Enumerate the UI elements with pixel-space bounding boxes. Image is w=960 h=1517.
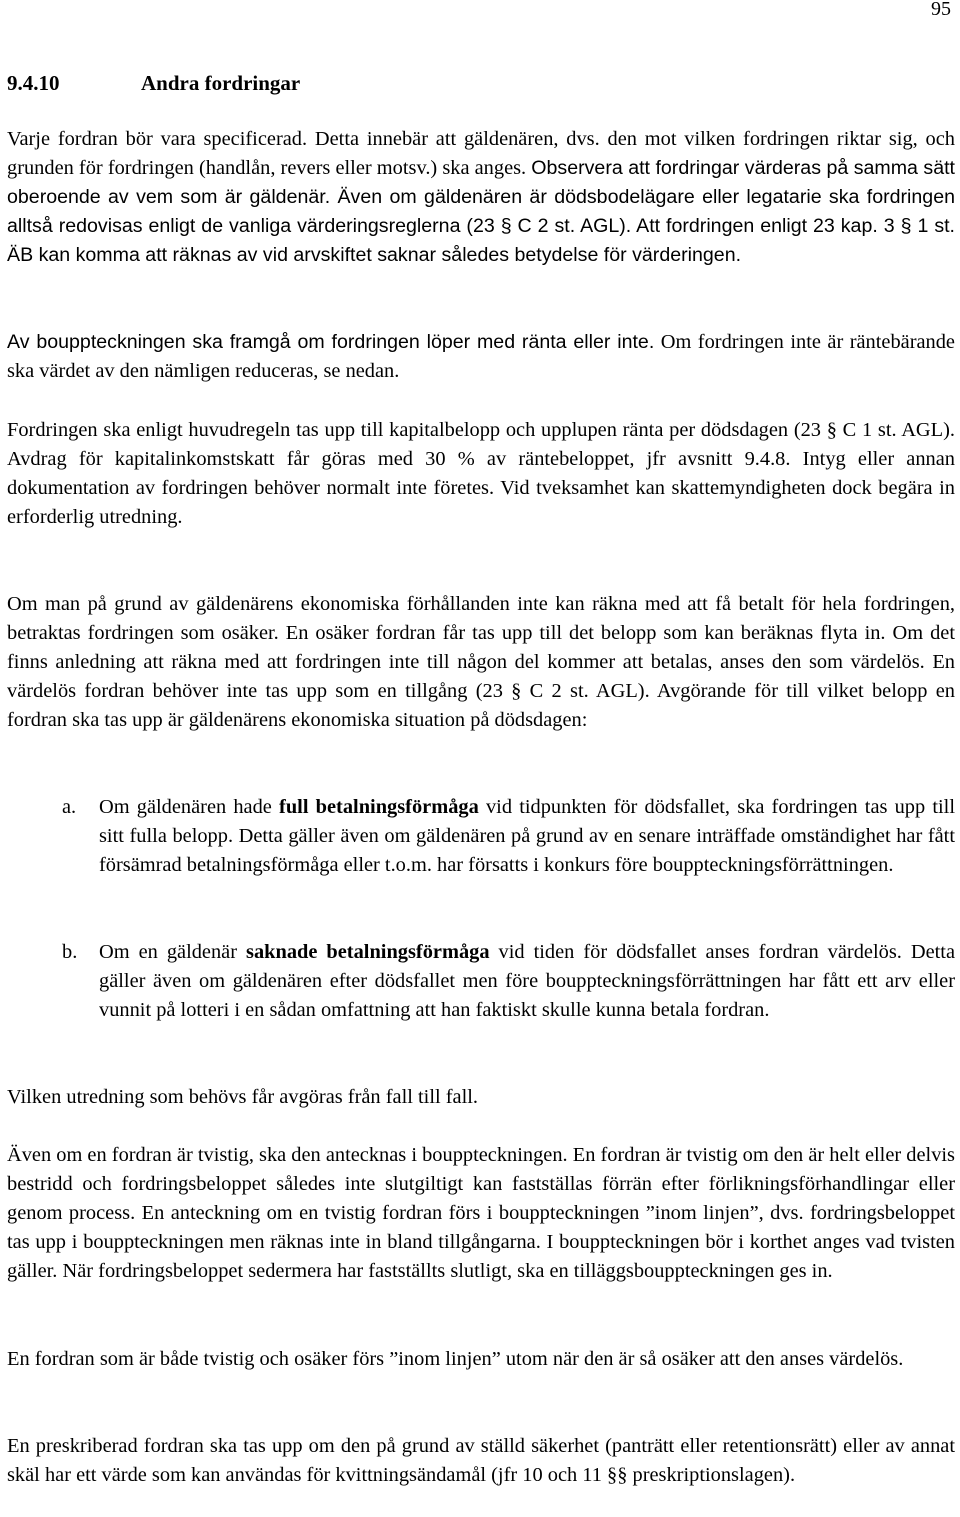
paragraph-valuation-text: Observera att fordringar värderas på samma sätt oberoende av vem som är gäldenär. Även om gäldenären är dödsbodelägare eller legatarie ska fordringen alltså redovisas enligt de vanliga värderingsreglerna (23 § C 2 st. AGL). Att fordringen enligt 23 kap. 3 § 1 st. ÄB kan komma att räknas av vid arvskiftet saknar således betydelse för värderingen.: [7, 157, 955, 266]
list-marker: b.: [62, 941, 78, 963]
paragraph-specification: [7, 125, 955, 270]
list-item-emphasis: saknade betalningsförmåga: [246, 941, 490, 963]
list-item-full-capacity: [62, 793, 955, 880]
section-number: 9.4.10: [7, 71, 60, 95]
list-item-text: vid tiden för dödsfallet anses fordran värdelös. Detta gäller även om gäldenären efter dödsfallet men före bouppteckningsförrättningen har fått ett arv eller vunnit på lotteri i en sådan omfattning att han faktiskt skulle kunna betala fordran.: [99, 941, 956, 1021]
paragraph-interest: [7, 328, 955, 386]
list-item-body: [99, 938, 955, 1025]
list-item-text: vid tidpunkten för dödsfallet, ska fordringen tas upp till sitt fulla belopp. Detta gäller även om gäldenären på grund av en senare inträffade omständighet har fått försämrad betalningsförmåga eller t.o.m. har försatts i konkurs före bouppteckningsförrättningen.: [99, 796, 956, 876]
paragraph-time-barred: En preskriberad fordran ska tas upp om den på grund av ställd säkerhet (panträtt eller retentionsrätt) eller av annat skäl har ett värde som kan användas för kvittningsändamål (jfr 10 och 11 §§ preskriptionslagen).: [7, 1435, 955, 1486]
paragraph-interest-text-a: Av bouppteckningen ska framgå om fordringen löper med ränta eller inte.: [7, 331, 655, 353]
list-marker: a.: [62, 796, 77, 818]
section-title: Andra fordringar: [141, 71, 301, 95]
paragraph-specification-text: Varje fordran bör vara specificerad. Detta innebär att gäldenären, dvs. den mot vilken fordringen riktar sig, och grunden för fordringen (handlån, revers eller motsv.) ska anges.: [7, 128, 955, 179]
page-number: 95: [931, 0, 951, 20]
paragraph-disputed-claim: Även om en fordran är tvistig, ska den antecknas i bouppteckningen. En fordran är tvistig om den är helt eller delvis bestridd och fordringsbeloppet således inte slutgiltigt kan fastställas förrän efter förlikningsförhandlingar eller genom process. En anteckning om en tvistig fordran förs i bouppteckningen ”inom linjen”, dvs. fordringsbeloppet tas upp i bouppteckningen men räknas inte in bland tillgångarna. I bouppteckningen bör i korthet anges vad tvisten gäller. När fordringsbeloppet sedermera har fastställts slutligt, ska en tilläggsbouppteckningen ges in.: [7, 1144, 955, 1282]
list-item-no-capacity: [62, 938, 955, 1025]
paragraph-capital-amount: Fordringen ska enligt huvudregeln tas upp till kapitalbelopp och upplupen ränta per dödsdagen (23 § C 1 st. AGL). Avdrag för kapitalinkomstskatt får göras med 30 % av räntebeloppet, jfr avsnitt 9.4.8. Intyg eller annan dokumentation av fordringen behöver normalt inte företes. Vid tveksamhet kan skattemyndigheten dock begära in erforderlig utredning.: [7, 419, 955, 528]
paragraph-uncertain-claim: Om man på grund av gäldenärens ekonomiska förhållanden inte kan räkna med att få betalt för hela fordringen, betraktas fordringen som osäker. En osäker fordran får tas upp till det belopp som kan beräknas flyta in. Om det finns anledning att räkna med att fordringen inte till någon del kommer att betalas, anses den som värdelös. En värdelös fordran behöver inte tas upp som en tillgång (23 § C 2 st. AGL). Avgörande för till vilket belopp en fordran ska tas upp är gäldenärens ekonomiska situation på dödsdagen:: [7, 593, 955, 731]
section-heading: [7, 69, 300, 98]
list-item-text: Om en gäldenär: [99, 941, 247, 963]
list-item-emphasis: full betalningsförmåga: [279, 796, 479, 818]
list-item-body: [99, 793, 955, 880]
paragraph-disputed-uncertain: En fordran som är både tvistig och osäker förs ”inom linjen” utom när den är så osäker att den anses värdelös.: [7, 1348, 904, 1370]
paragraph-interest-text-b: Om fordringen inte är räntebärande ska värdet av den nämligen reduceras, se nedan.: [7, 331, 955, 382]
paragraph-investigation: Vilken utredning som behövs får avgöras från fall till fall.: [7, 1086, 479, 1108]
list-item-text: Om gäldenären hade: [99, 796, 280, 818]
